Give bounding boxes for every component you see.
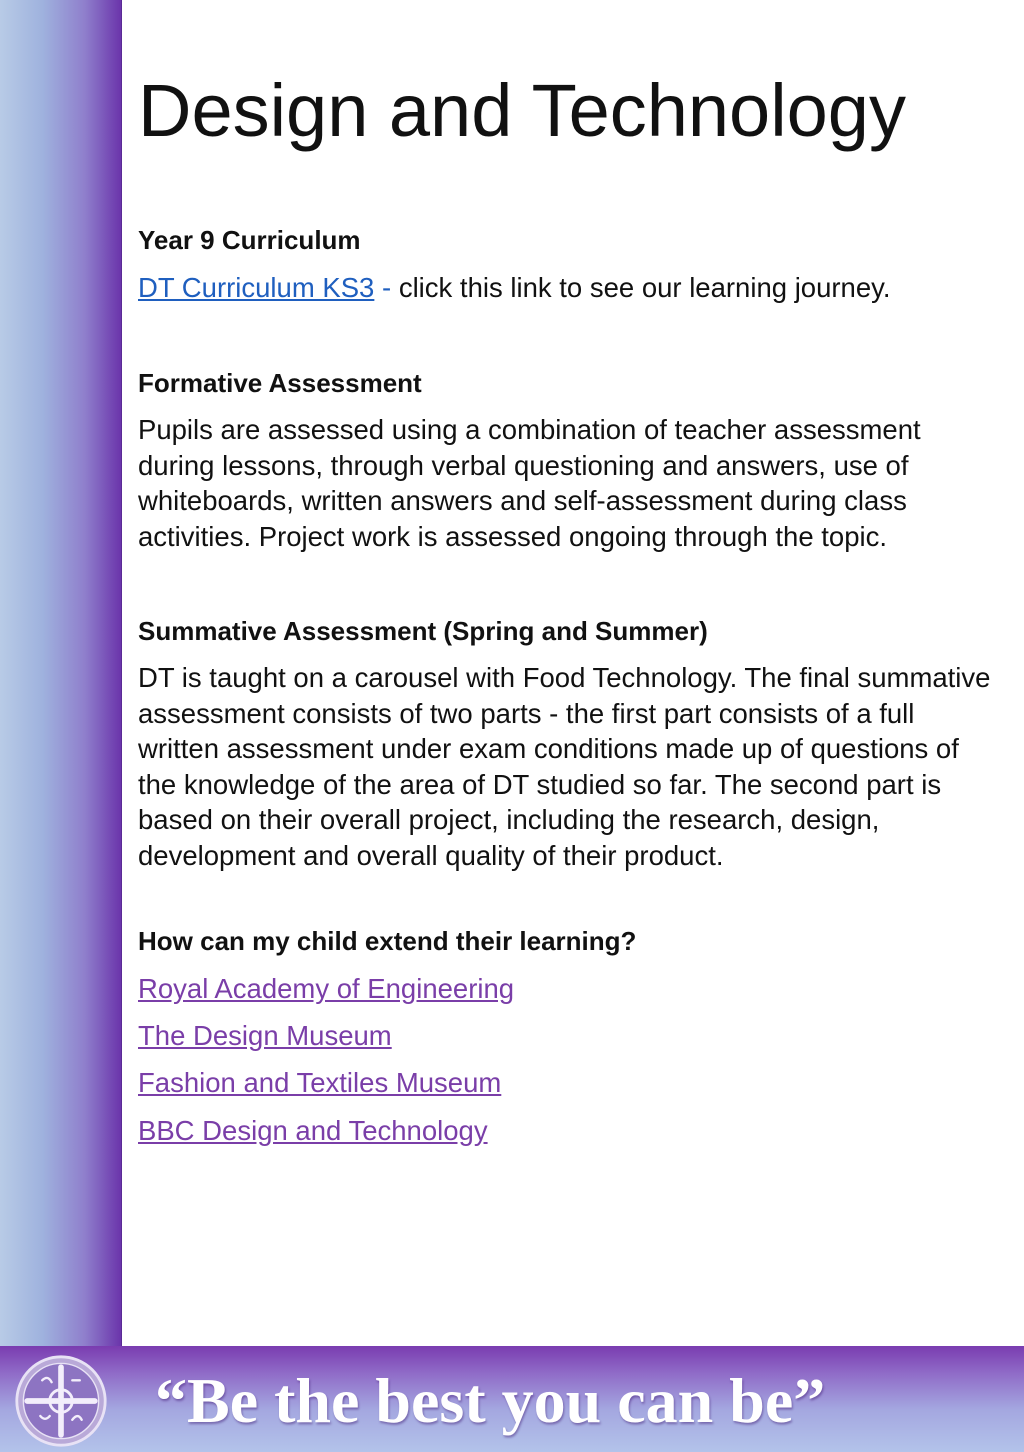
page-title: Design and Technology xyxy=(138,69,906,152)
dt-curriculum-ks3-link[interactable]: DT Curriculum KS3 xyxy=(138,272,375,303)
footer-banner xyxy=(0,1346,1024,1452)
school-motto: “Be the best you can be” xyxy=(155,1365,826,1436)
fashion-textiles-museum-link[interactable]: Fashion and Textiles Museum xyxy=(138,1067,502,1098)
school-crest-icon xyxy=(14,1354,108,1448)
link-description: click this link to see our learning journey. xyxy=(398,272,891,303)
bbc-design-technology-link[interactable]: BBC Design and Technology xyxy=(138,1115,488,1146)
left-sidebar-band xyxy=(0,0,122,1346)
year9-link-line xyxy=(138,270,890,306)
extend-heading: How can my child extend their learning? xyxy=(138,926,637,956)
year9-heading: Year 9 Curriculum xyxy=(138,225,361,255)
formative-heading: Formative Assessment xyxy=(138,368,422,398)
summative-heading: Summative Assessment (Spring and Summer) xyxy=(138,616,708,646)
link-separator: - xyxy=(374,272,399,303)
summative-body: DT is taught on a carousel with Food Technology. The final summative assessment consists of two parts - the first part consists of a full written assessment under exam conditions made up of questions of the knowledge of the area of DT studied so far. The second part is based on their overall project, including the research, design, development and overall quality of their product. xyxy=(138,662,991,871)
formative-body: Pupils are assessed using a combination of teacher assessment during lessons, through verbal questioning and answers, use of whiteboards, written answers and self-assessment during class activities. Project work is assessed ongoing through the topic. xyxy=(138,414,921,552)
design-museum-link[interactable]: The Design Museum xyxy=(138,1020,392,1051)
royal-academy-engineering-link[interactable]: Royal Academy of Engineering xyxy=(138,973,515,1004)
